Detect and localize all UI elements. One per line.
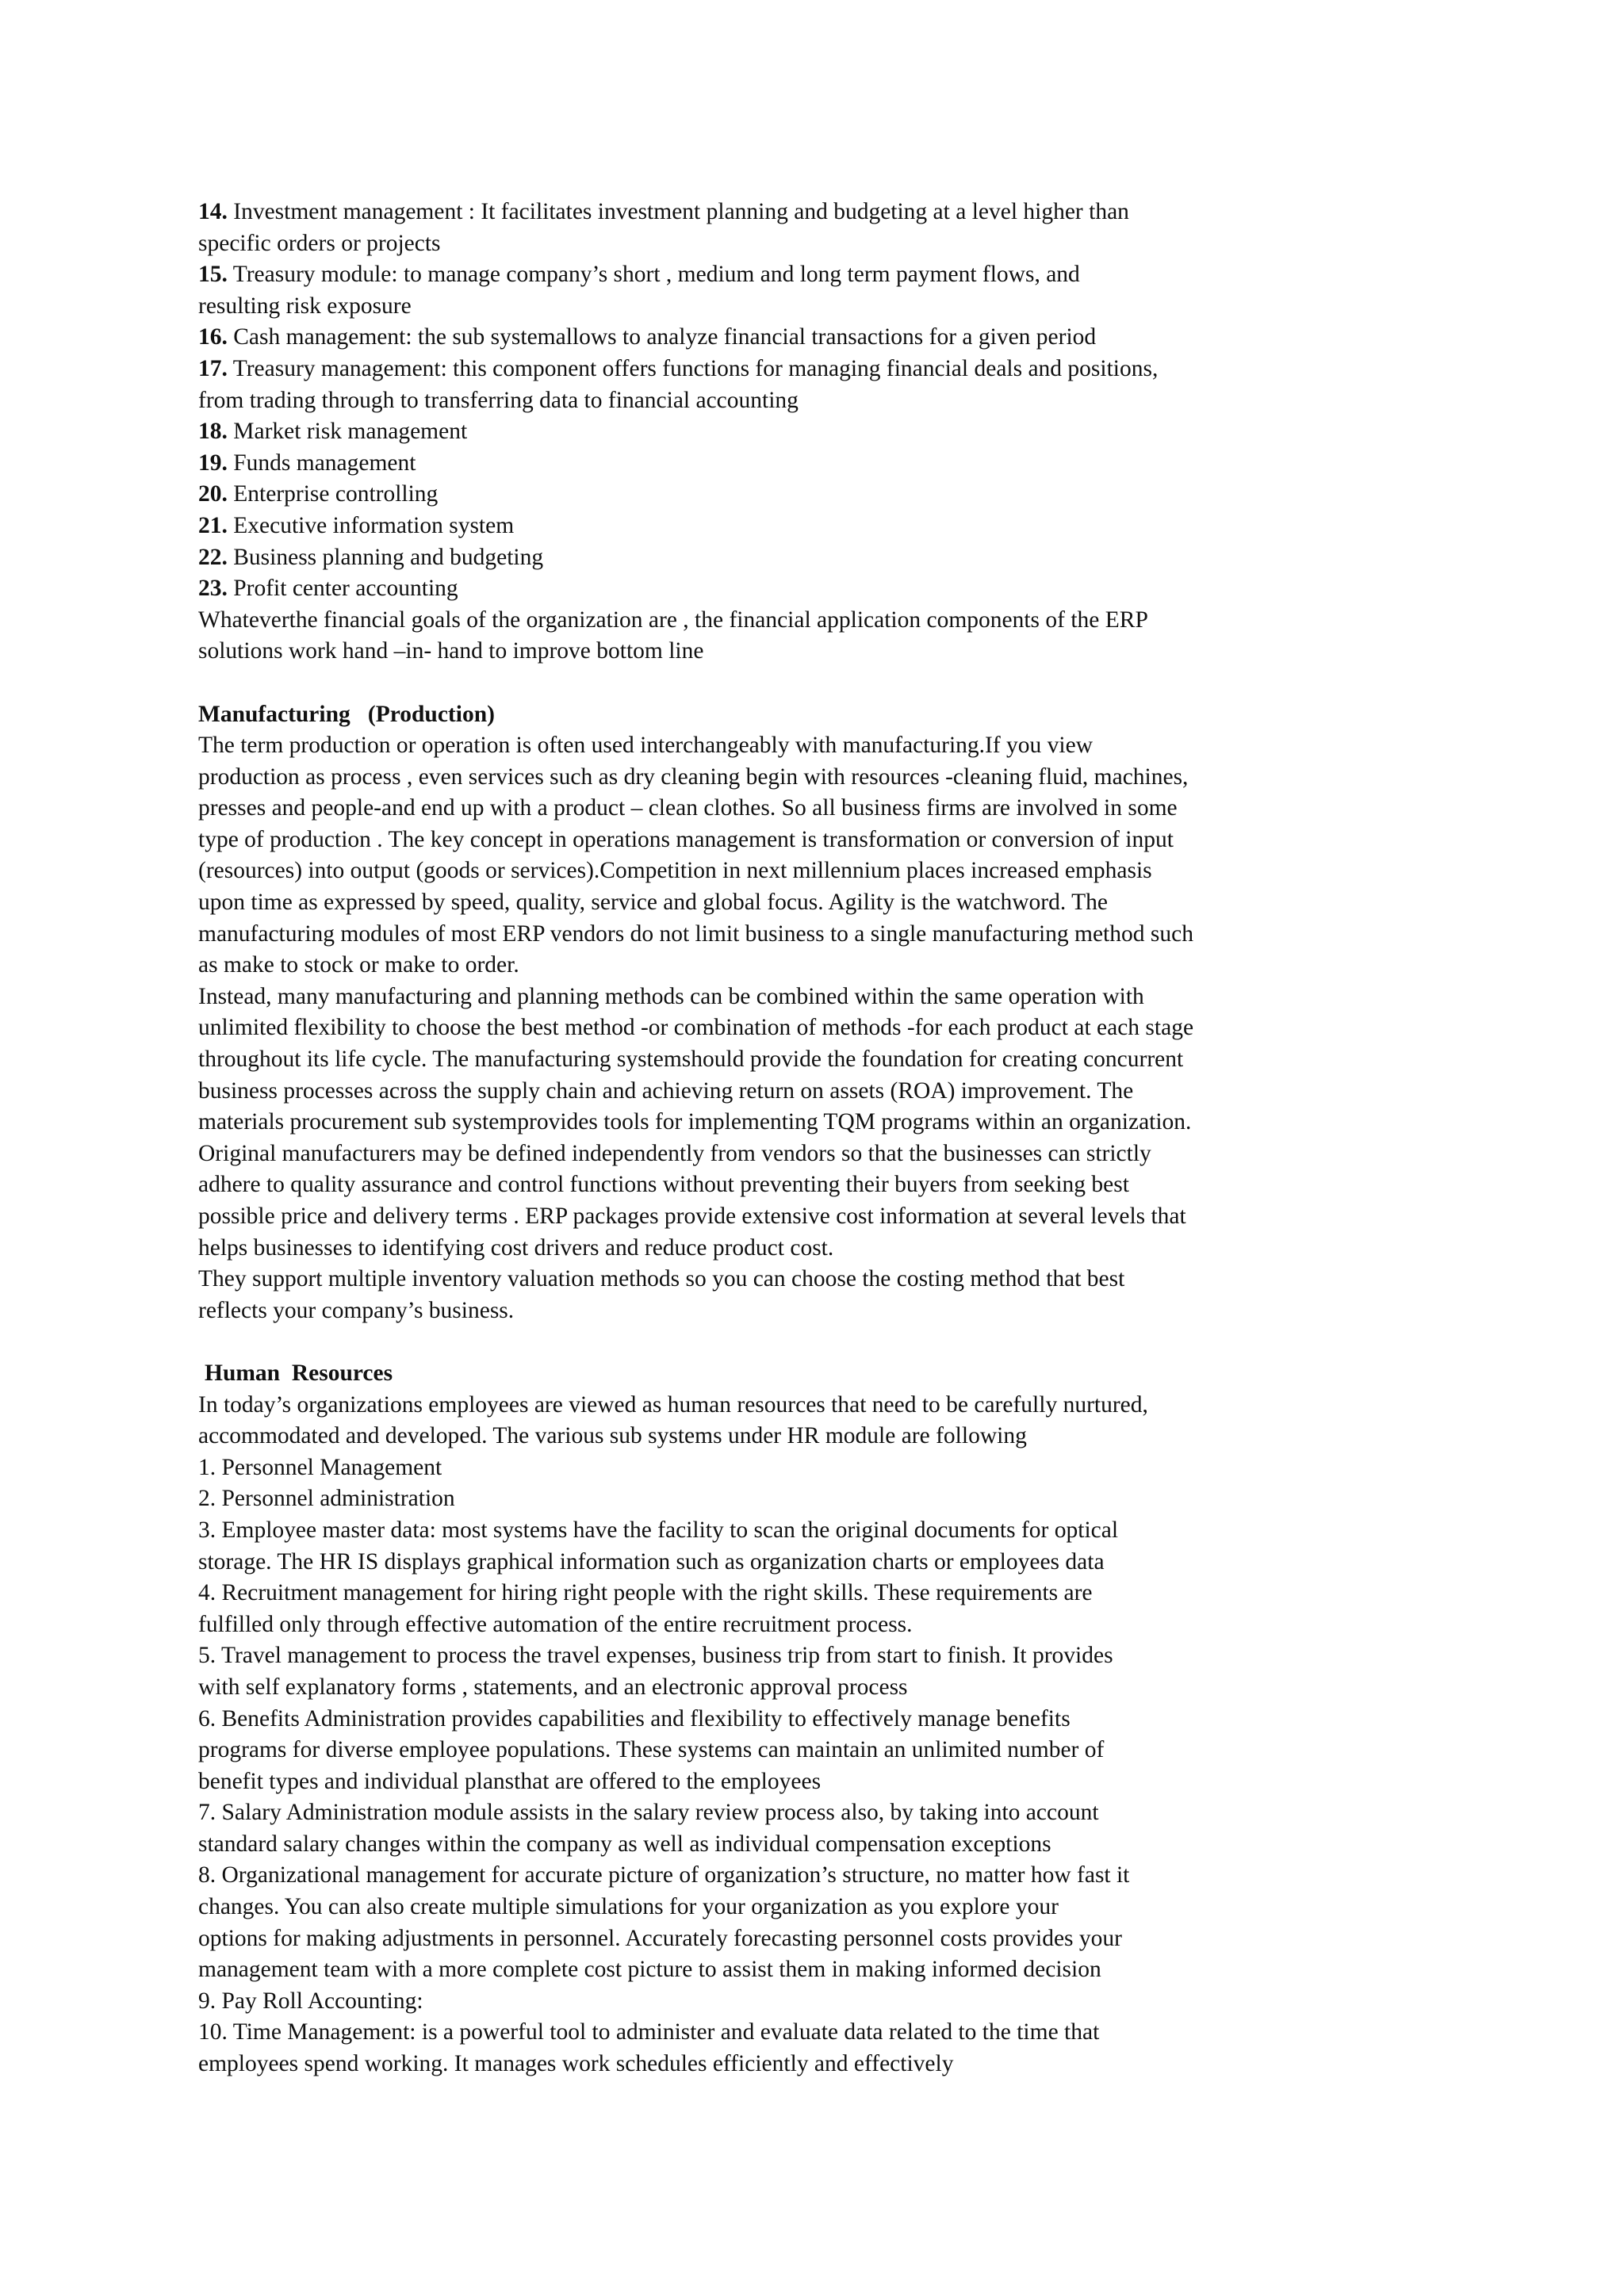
- item-text: Business planning and budgeting: [233, 544, 544, 570]
- section-heading: Manufacturing (Production): [198, 701, 495, 727]
- item-text: Enterprise controlling: [233, 481, 439, 507]
- paragraph-line: They support multiple inventory valuation methods so you can choose the costing method that best: [198, 1266, 1125, 1292]
- paragraph-line: reflects your company’s business.: [198, 1297, 515, 1323]
- paragraph-line: In today’s organizations employees are viewed as human resources that need to be carefully nurtured,: [198, 1391, 1148, 1418]
- paragraph-line: helps businesses to identifying cost drivers and reduce product cost.: [198, 1234, 834, 1261]
- paragraph-line: employees spend working. It manages work schedules efficiently and effectively: [198, 2051, 954, 2077]
- paragraph-line: with self explanatory forms , statements, and an electronic approval process: [198, 1674, 908, 1700]
- paragraph-line: throughout its life cycle. The manufacturing systemshould provide the foundation for creating concurrent: [198, 1047, 1184, 1073]
- item-number: 22.: [198, 544, 228, 570]
- paragraph-line: type of production . The key concept in operations management is transformation or conversion of input: [198, 826, 1174, 852]
- section-heading: Human Resources: [205, 1360, 393, 1386]
- paragraph-line: options for making adjustments in personnel. Accurately forecasting personnel costs provides your: [198, 1925, 1122, 1951]
- finance-closing-paragraph: [198, 605, 1465, 668]
- paragraph-line: Original manufacturers may be defined independently from vendors so that the businesses can strictly: [198, 1140, 1151, 1166]
- paragraph-line: business processes across the supply chain and achieving return on assets (ROA) improvement. The: [198, 1077, 1134, 1104]
- paragraph-line: unlimited flexibility to choose the best method -or combination of methods -for each product at each stage: [198, 1015, 1194, 1041]
- list-item: [198, 197, 1465, 228]
- paragraph-line: solutions work hand –in- hand to improve bottom line: [198, 638, 704, 664]
- human-resources-section: [198, 1358, 1465, 2080]
- list-item: [198, 511, 1465, 542]
- paragraph-line: accommodated and developed. The various sub systems under HR module are following: [198, 1423, 1027, 1449]
- item-text: Funds management: [233, 450, 416, 476]
- item-text: Investment management : It facilitates investment planning and budgeting at a level higher than: [233, 199, 1129, 224]
- item-number: 17.: [198, 355, 228, 381]
- list-item: [198, 354, 1465, 385]
- section-body: [198, 1390, 1465, 2080]
- paragraph-line: The term production or operation is often used interchangeably with manufacturing.If you view: [198, 733, 1094, 759]
- paragraph-line: changes. You can also create multiple simulations for your organization as you explore your: [198, 1894, 1059, 1920]
- item-text: Market risk management: [233, 419, 468, 445]
- paragraph-line: storage. The HR IS displays graphical information such as organization charts or employees data: [198, 1548, 1105, 1575]
- list-item: [198, 416, 1465, 448]
- item-number: 21.: [198, 512, 228, 538]
- paragraph-line: Whateverthe financial goals of the organization are , the financial application components of the ERP: [198, 607, 1148, 633]
- paragraph-line: 8. Organizational management for accurate picture of organization’s structure, no matter how fast it: [198, 1862, 1130, 1888]
- item-number: 14.: [198, 199, 228, 224]
- item-text: Profit center accounting: [233, 576, 458, 602]
- item-text: Cash management: the sub systemallows to analyze financial transactions for a given period: [233, 324, 1097, 350]
- paragraph-line: adhere to quality assurance and control functions without preventing their buyers from seeking best: [198, 1172, 1129, 1198]
- paragraph-line: management team with a more complete cost picture to assist them in making informed decision: [198, 1957, 1101, 1983]
- paragraph-line: benefit types and individual plansthat are offered to the employees: [198, 1768, 822, 1794]
- paragraph-line: 6. Benefits Administration provides capabilities and flexibility to effectively manage benefits: [198, 1705, 1071, 1732]
- paragraph-line: manufacturing modules of most ERP vendors do not limit business to a single manufacturing method such: [198, 920, 1193, 947]
- section-gap: [198, 1326, 1465, 1358]
- list-item: [198, 573, 1465, 605]
- item-number: 19.: [198, 450, 228, 476]
- paragraph-line: 4. Recruitment management for hiring right people with the right skills. These requirements are: [198, 1580, 1093, 1606]
- paragraph-line: production as process , even services such as dry cleaning begin with resources -cleaning fluid, machines,: [198, 763, 1189, 790]
- item-number: 15.: [198, 262, 228, 288]
- list-item: [198, 448, 1465, 480]
- list-item-continuation: resulting risk exposure: [198, 293, 412, 319]
- paragraph-line: 5. Travel management to process the travel expenses, business trip from start to finish. It provides: [198, 1643, 1113, 1669]
- list-item: [198, 479, 1465, 511]
- list-item: [198, 322, 1465, 354]
- paragraph-line: 9. Pay Roll Accounting:: [198, 1988, 423, 2014]
- item-text: Treasury management: this component offers functions for managing financial deals and positions,: [232, 355, 1159, 381]
- manufacturing-section: [198, 699, 1465, 1327]
- paragraph-line: 10. Time Management: is a powerful tool to administer and evaluate data related to the time that: [198, 2019, 1100, 2045]
- paragraph-line: Instead, many manufacturing and planning methods can be combined within the same operation with: [198, 983, 1144, 1009]
- item-number: 18.: [198, 419, 228, 445]
- paragraph-line: standard salary changes within the company as well as individual compensation exceptions: [198, 1831, 1051, 1857]
- item-number: 23.: [198, 576, 228, 602]
- finance-list: [198, 197, 1465, 605]
- paragraph-line: 7. Salary Administration module assists in the salary review process also, by taking into account: [198, 1800, 1099, 1826]
- paragraph-line: programs for diverse employee populations. These systems can maintain an unlimited number of: [198, 1737, 1105, 1763]
- paragraph-line: 3. Employee master data: most systems have the facility to scan the original documents for optical: [198, 1517, 1119, 1543]
- section-gap: [198, 668, 1465, 699]
- item-number: 16.: [198, 324, 228, 350]
- paragraph-line: materials procurement sub systemprovides tools for implementing TQM programs within an organization.: [198, 1109, 1192, 1135]
- list-item-continuation: specific orders or projects: [198, 230, 441, 256]
- paragraph-line: possible price and delivery terms . ERP packages provide extensive cost information at several levels that: [198, 1203, 1186, 1229]
- paragraph-line: as make to stock or make to order.: [198, 952, 519, 978]
- item-text: Treasury module: to manage company’s short , medium and long term payment flows, and: [232, 262, 1080, 288]
- paragraph-line: upon time as expressed by speed, quality, service and global focus. Agility is the watchword. The: [198, 890, 1108, 916]
- list-item: [198, 259, 1465, 291]
- section-body: [198, 730, 1465, 1326]
- paragraph-line: 1. Personnel Management: [198, 1454, 442, 1480]
- item-text: Executive information system: [233, 512, 515, 538]
- list-item-continuation: from trading through to transferring data to financial accounting: [198, 387, 799, 413]
- paragraph-line: fulfilled only through effective automation of the entire recruitment process.: [198, 1611, 913, 1637]
- paragraph-line: presses and people-and end up with a product – clean clothes. So all business firms are involved in some: [198, 795, 1178, 821]
- list-item: [198, 542, 1465, 574]
- item-number: 20.: [198, 481, 228, 507]
- paragraph-line: (resources) into output (goods or services).Competition in next millennium places increased emphasis: [198, 858, 1152, 884]
- paragraph-line: 2. Personnel administration: [198, 1486, 455, 1512]
